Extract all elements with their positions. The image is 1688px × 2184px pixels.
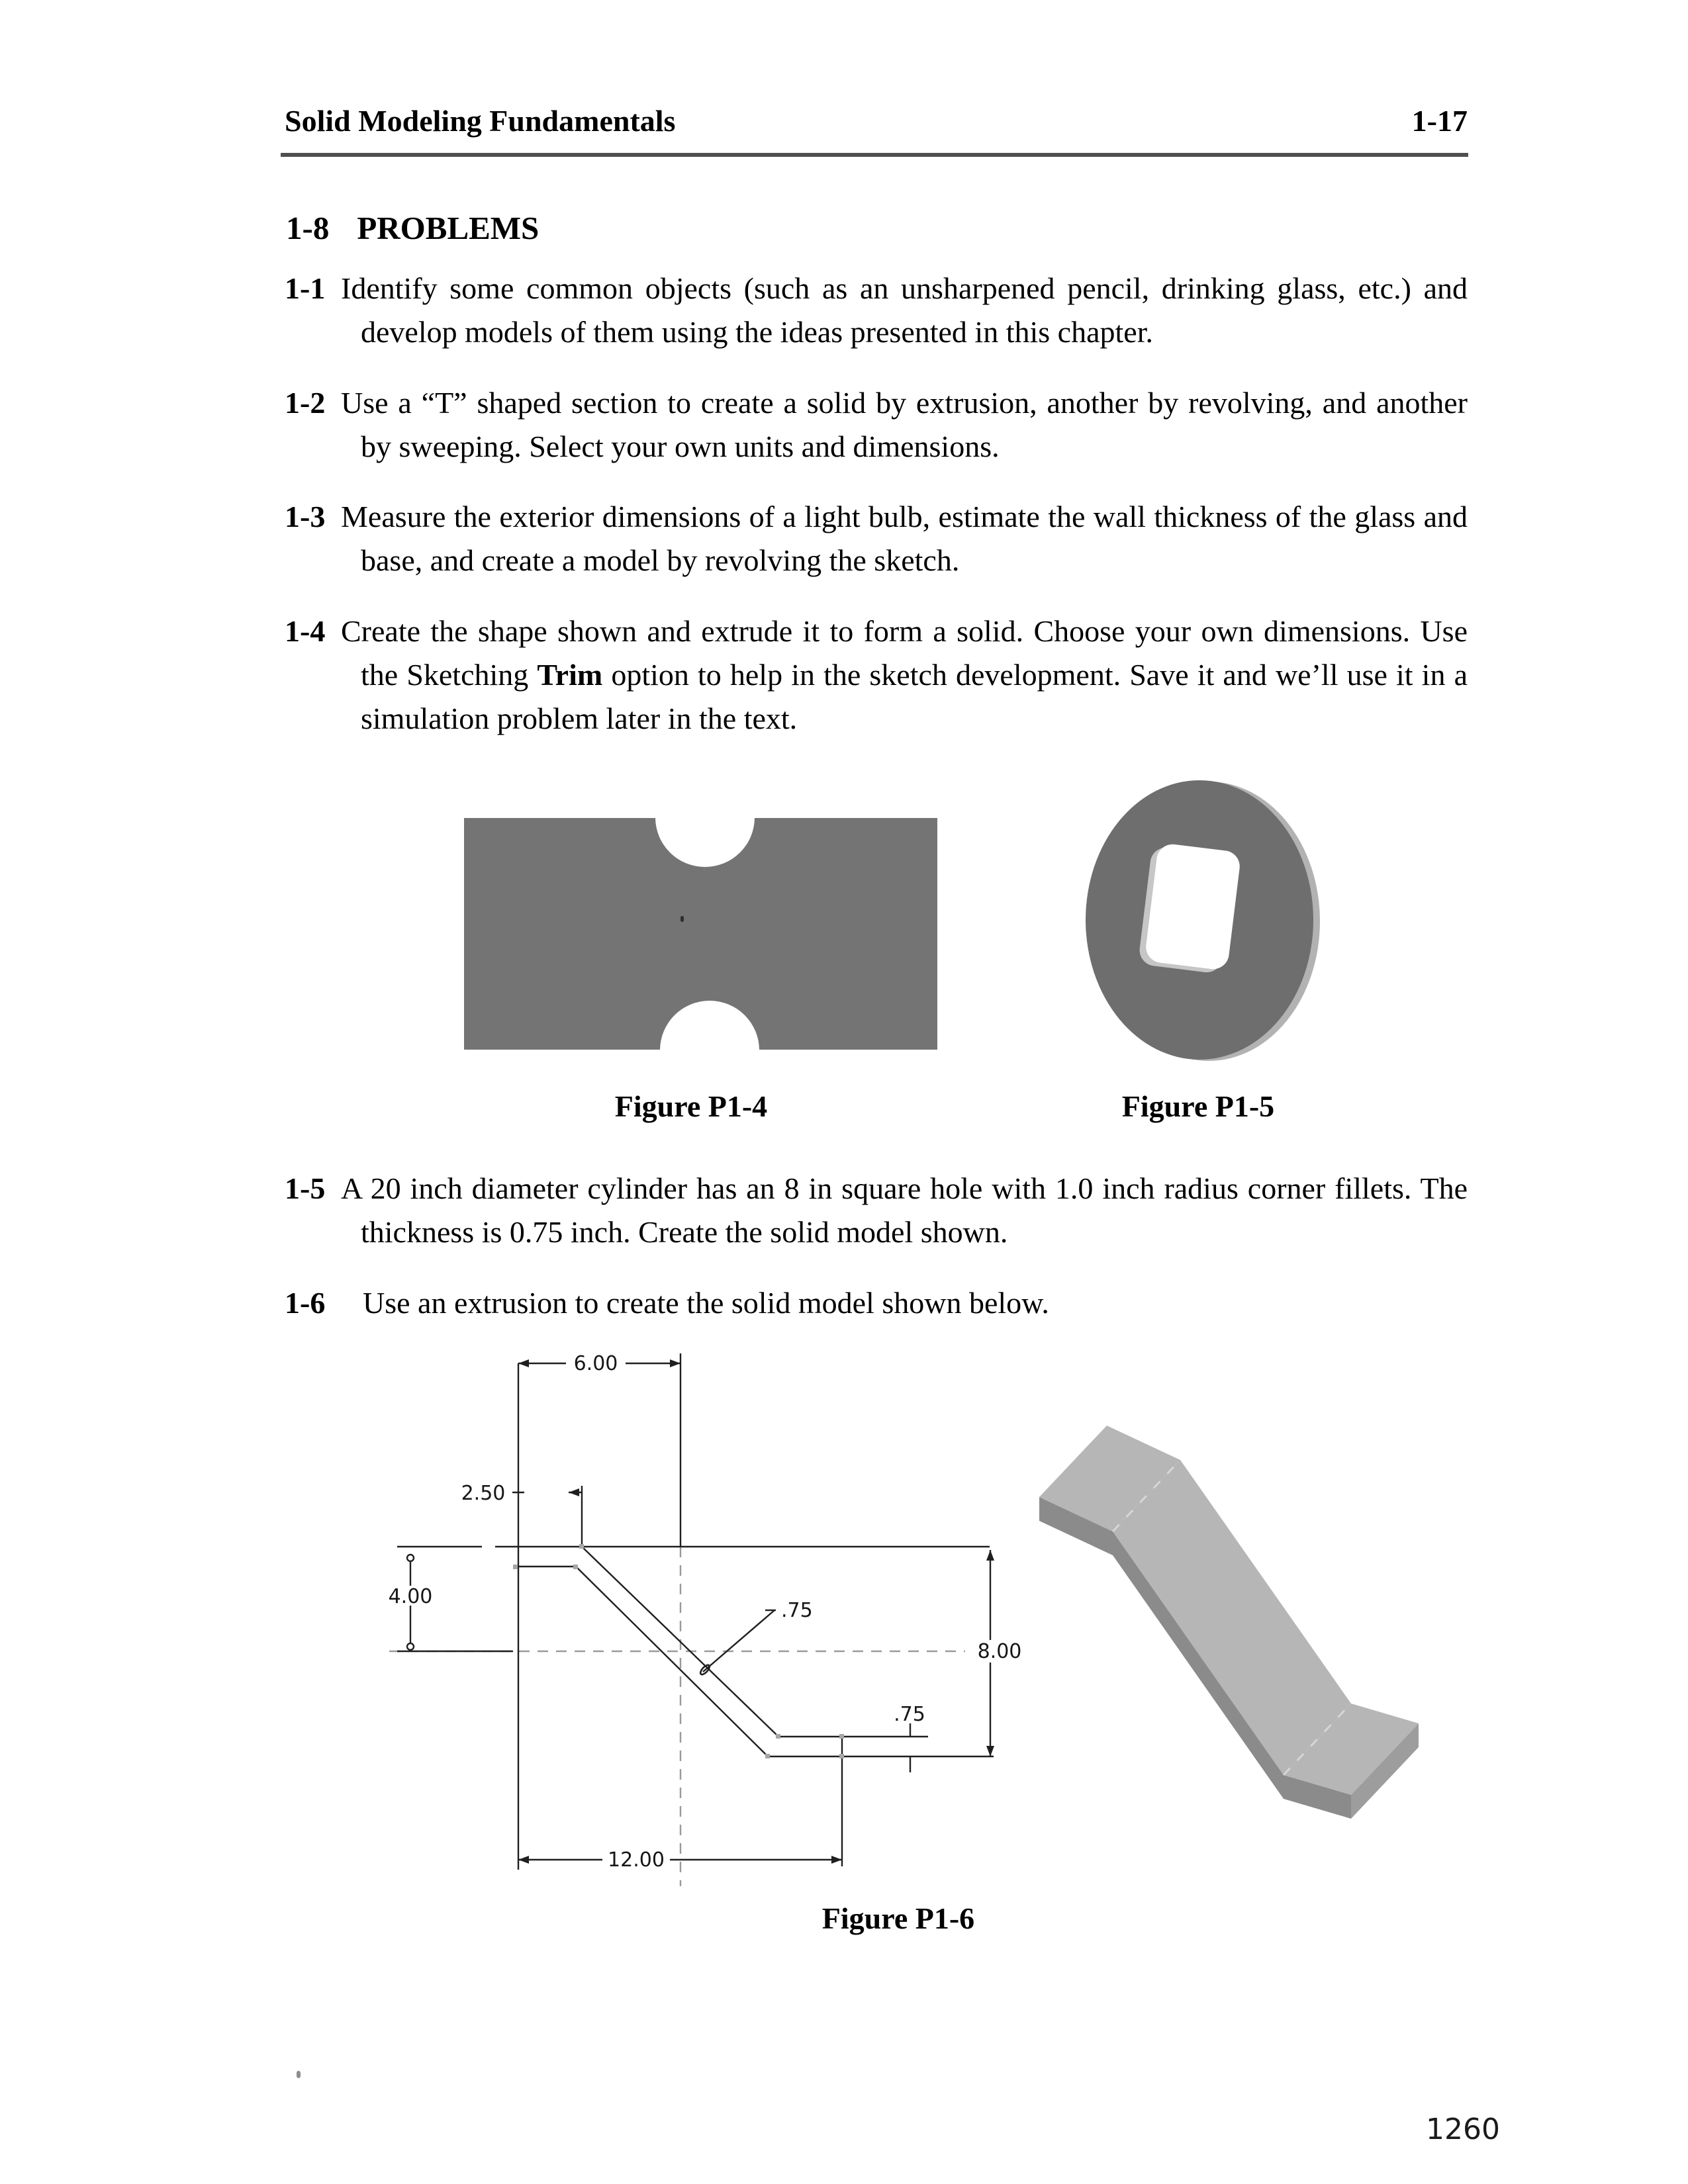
header-title: Solid Modeling Fundamentals [285, 104, 676, 138]
problem-number: 1-3 [285, 500, 326, 533]
notch-top [655, 818, 755, 867]
problem-text: option to help in the sketch development. Save it and we’ll use it in a simulation problem later in the text. [361, 658, 1468, 735]
section-heading [286, 209, 539, 247]
section-number: 1-8 [286, 210, 330, 246]
problem-number: 1-6 [285, 1286, 326, 1320]
square-hole [1145, 842, 1242, 971]
problem-1-1 [285, 267, 1468, 354]
notch-bottom [660, 1001, 759, 1050]
section-title: PROBLEMS [357, 210, 539, 246]
problem-number: 1-1 [285, 271, 326, 305]
header-page-label: 1-17 [1411, 104, 1468, 138]
figure-p1-4-image [464, 818, 937, 1050]
center-dot [680, 916, 684, 922]
figure-p1-6-caption: Figure P1-6 [821, 1901, 975, 1935]
dim-right-height: 8.00 [977, 1640, 1022, 1663]
problem-number: 1-2 [285, 386, 326, 420]
figure-p1-5-image [1072, 771, 1331, 1069]
leader-line [703, 1610, 774, 1672]
dim-flange-thickness: .75 [894, 1703, 925, 1726]
dim-circle-end [407, 1643, 414, 1650]
dim-left-height: 4.00 [388, 1585, 433, 1608]
problem-text: A 20 inch diameter cylinder has an 8 in square hole with 1.0 inch radius corner fillets. The thickness is 0.75 inch. Create the solid model shown. [341, 1171, 1468, 1249]
dim-flange-offset: 2.50 [461, 1482, 506, 1505]
problem-1-6 [285, 1281, 1468, 1325]
figure-p1-4-caption: Figure P1-4 [614, 1089, 768, 1123]
dim-bottom-width: 12.00 [608, 1848, 665, 1872]
problem-text: Use a “T” shaped section to create a solid by extrusion, another by revolving, and another by sweeping. Select your own units and dimensions. [341, 386, 1468, 463]
figure-p1-6-drawing [371, 1337, 1033, 1946]
problem-1-5 [285, 1167, 1468, 1254]
model-web-face [1113, 1460, 1351, 1775]
header-rule [281, 153, 1468, 157]
problem-1-2 [285, 381, 1468, 469]
problem-number: 1-4 [285, 614, 326, 648]
problem-text: Identify some common objects (such as an unsharpened pencil, drinking glass, etc.) and develop models of them using the ideas presented in this chapter. [341, 271, 1468, 349]
figure-p1-5-caption: Figure P1-5 [1121, 1089, 1275, 1123]
dim-web-thickness: .75 [781, 1599, 813, 1622]
problem-text: Use an extrusion to create the solid model shown below. [363, 1286, 1049, 1320]
problem-1-4 [285, 610, 1468, 741]
problem-text: Measure the exterior dimensions of a light bulb, estimate the wall thickness of the glass and base, and create a model by revolving the sketch. [341, 500, 1468, 577]
page-header [285, 103, 1468, 138]
dim-top-width: 6.00 [573, 1352, 618, 1375]
profile-web-lower [576, 1567, 768, 1756]
page-artifact [297, 2071, 301, 2078]
page-number: 1260 [1426, 2113, 1500, 2146]
problem-text-bold: Trim [537, 658, 603, 692]
dimension-arrowheads [518, 1359, 994, 1864]
problem-text: Create the shape shown and extrude it to form a solid. Choose your own dimensions. Use the Sketching [341, 614, 1468, 692]
figure-p1-6-model [960, 1337, 1456, 1840]
problem-1-3 [285, 495, 1468, 582]
dim-circle-end [407, 1555, 414, 1561]
problem-number: 1-5 [285, 1171, 326, 1205]
